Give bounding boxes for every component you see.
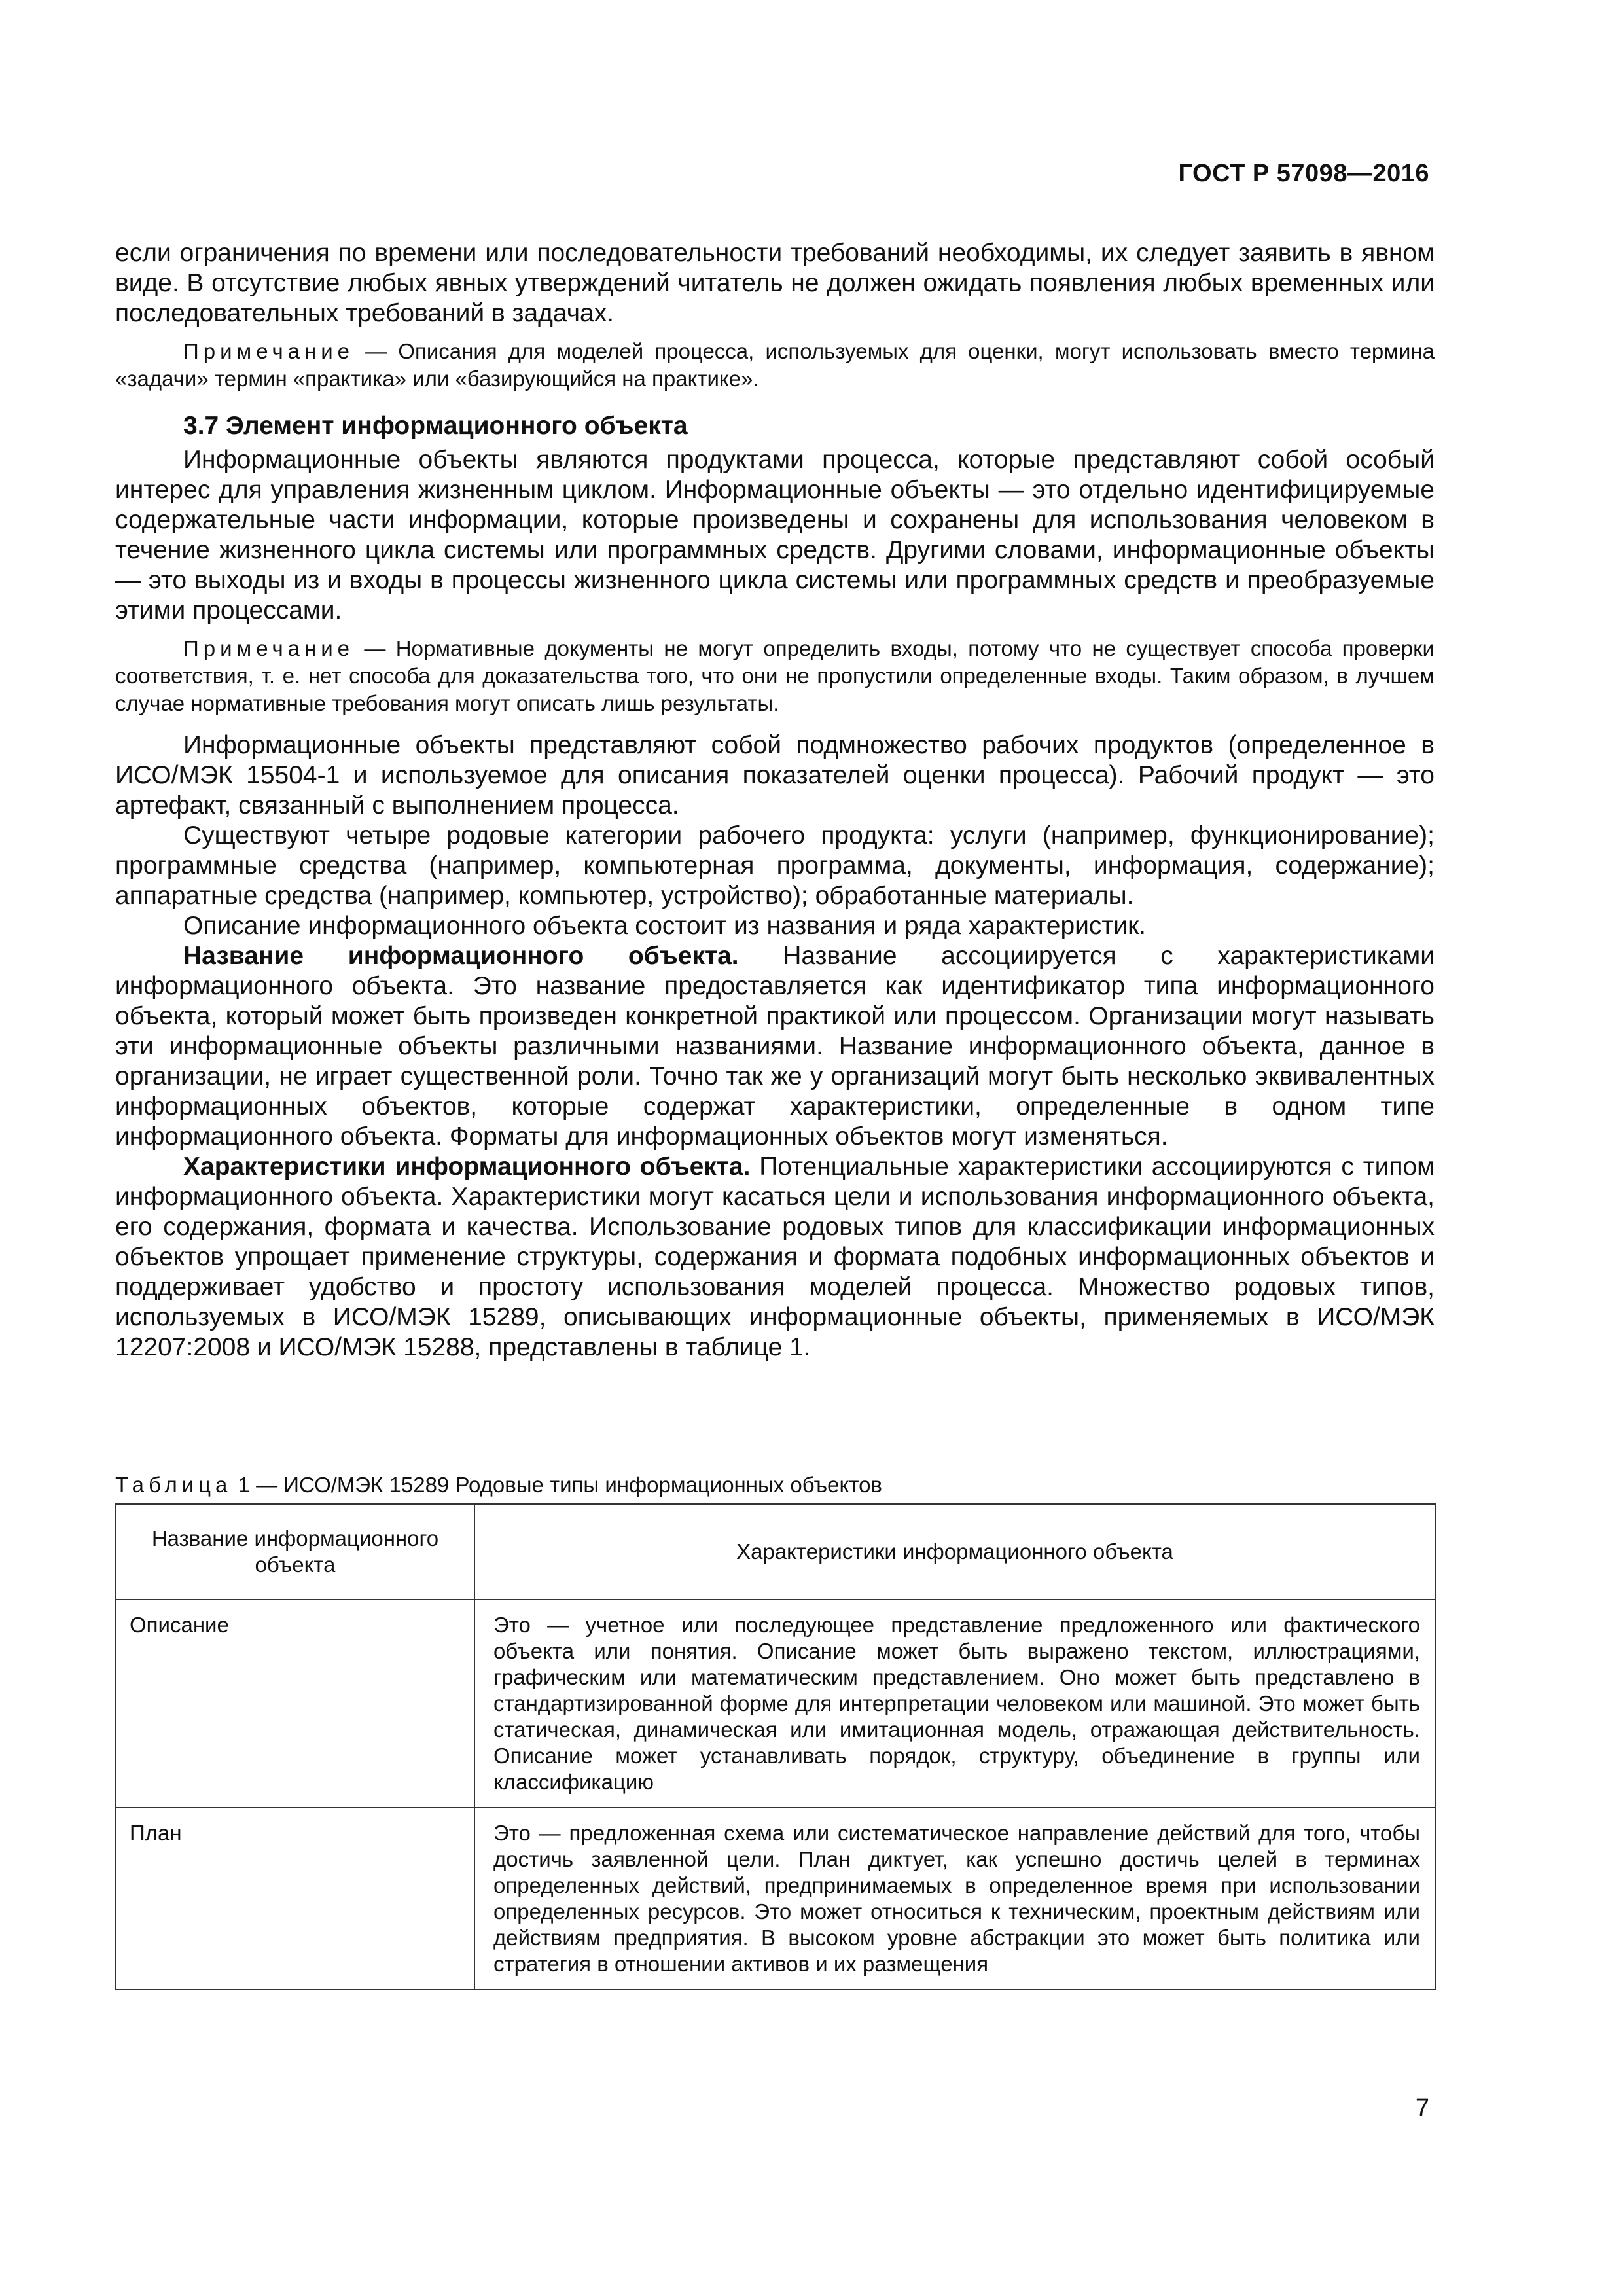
characteristics-paragraph — [115, 1152, 1435, 1363]
name-text: Название ассоциируется с характеристиками информационного объекта. Это название предоставляется как идентификатор типа информационного объекта, который может быть произведен конкретной практикой или процессом. Организации могут называть эти информационные объекты различными названиями. Название информационного объекта, данное в организации, не играет существенной роли. Точно так же у организаций могут быть несколько эквивалентных информационных объектов, которые содержат характеристики, определенные в одном типе информационного объекта. Форматы для информационных объектов могут изменяться. — [115, 942, 1435, 1151]
table-caption — [115, 1471, 882, 1499]
column-header-name: Название информационного объекта — [116, 1504, 474, 1600]
section-note — [115, 635, 1435, 717]
note-label: Примечание — [183, 636, 355, 660]
characteristics-text: Потенциальные характеристики ассоциируются с типом информационного объекта. Характеристики могут касаться цели и использования информационного объекта, его содержания, формата и качества. Использование родовых типов для классификации информационных объектов упрощает применение структуры, содержания и формата подобных информационных объектов и поддерживает удобство и простоту использования моделей процесса. Множество родовых типов, используемых в ИСО/МЭК 15289, описывающих информационные объекты, применяемых в ИСО/МЭК 12207:2008 и ИСО/МЭК 15288, представлены в таблице 1. — [115, 1153, 1435, 1361]
document-id-header: ГОСТ Р 57098—2016 — [1178, 160, 1429, 187]
section-paragraph-1: Информационные объекты являются продуктами процесса, которые представляют собой особый интерес для управления жизненным циклом. Информационные объекты — это отдельно идентифицируемые содержательные части информации, которые произведены и сохранены для использования человеком в течение жизненного цикла системы или программных средств. Другими словами, информационные объекты — это выходы из и входы в процессы жизненного цикла системы или программных средств и преобразуемые этими процессами. — [115, 446, 1435, 624]
row-description: Это — предложенная схема или систематическое направление действий для того, чтобы достичь заявленной цели. План диктует, как успешно достичь целей в терминах определенных действий, предпринимаемых в определенное время при использовании определенных ресурсов. Это может относиться к техническим, проектным действиям или действиям предприятия. В высоком уровне абстракции это может быть политика или стратегия в отношении активов и их размещения — [474, 1808, 1435, 1990]
table-row — [116, 1600, 1435, 1808]
row-name: Описание — [116, 1600, 474, 1808]
table-caption-label: Таблица — [115, 1473, 232, 1497]
note-text: — Описания для моделей процесса, используемых для оценки, могут использовать вместо термина «задачи» термин «практика» или «базирующийся на практике». — [115, 339, 1435, 391]
row-name: План — [116, 1808, 474, 1990]
name-lead: Название информационного объекта. — [183, 942, 739, 970]
note-label: Примечание — [183, 339, 355, 363]
name-paragraph — [115, 941, 1435, 1152]
section-paragraph-3: Существуют четыре родовые категории рабочего продукта: услуги (например, функционирование); программные средства (например, компьютерная программа, документы, информация, содержание); аппаратные средства (например, компьютер, устройство); обработанные материалы. — [115, 821, 1435, 910]
section-title: 3.7 Элемент информационного объекта — [183, 412, 688, 440]
row-description: Это — учетное или последующее представление предложенного или фактического объекта или понятия. Описание может быть выражено текстом, иллюстрациями, графическим или математическим представлением. Оно может быть представлено в стандартизированной форме для интерпретации человеком или машиной. Это может быть статическая, динамическая или имитационная модель, отражающая действительность. Описание может устанавливать порядок, структуру, объединение в группы или классификацию — [474, 1600, 1435, 1808]
page-number: 7 — [1415, 2094, 1429, 2122]
section-paragraph-2: Информационные объекты представляют собой подмножество рабочих продуктов (определенное в ИСО/МЭК 15504-1 и используемое для описания показателей оценки процесса). Рабочий продукт — это артефакт, связанный с выполнением процесса. — [115, 731, 1435, 819]
characteristics-lead: Характеристики информационного объекта. — [183, 1153, 751, 1181]
intro-note — [115, 338, 1435, 393]
section-paragraph-4: Описание информационного объекта состоит из названия и ряда характеристик. — [183, 912, 1146, 940]
intro-block — [115, 238, 1435, 393]
info-object-types-table — [115, 1503, 1436, 1990]
section-3-7 — [115, 411, 1435, 1363]
table-header-row — [116, 1504, 1435, 1600]
table-caption-text: 1 — ИСО/МЭК 15289 Родовые типы информационных объектов — [232, 1473, 882, 1497]
intro-paragraph: если ограничения по времени или последовательности требований необходимы, их следует заявить в явном виде. В отсутствие любых явных утверждений читатель не должен ожидать появления любых временных или последовательных требований в задачах. — [115, 239, 1435, 327]
note-text: — Нормативные документы не могут определить входы, потому что не существует способа проверки соответствия, т. е. нет способа для доказательства того, что они не пропустили определенные входы. Таким образом, в лучшем случае нормативные требования могут описать лишь результаты. — [115, 636, 1435, 715]
column-header-characteristics: Характеристики информационного объекта — [474, 1504, 1435, 1600]
table-row — [116, 1808, 1435, 1990]
